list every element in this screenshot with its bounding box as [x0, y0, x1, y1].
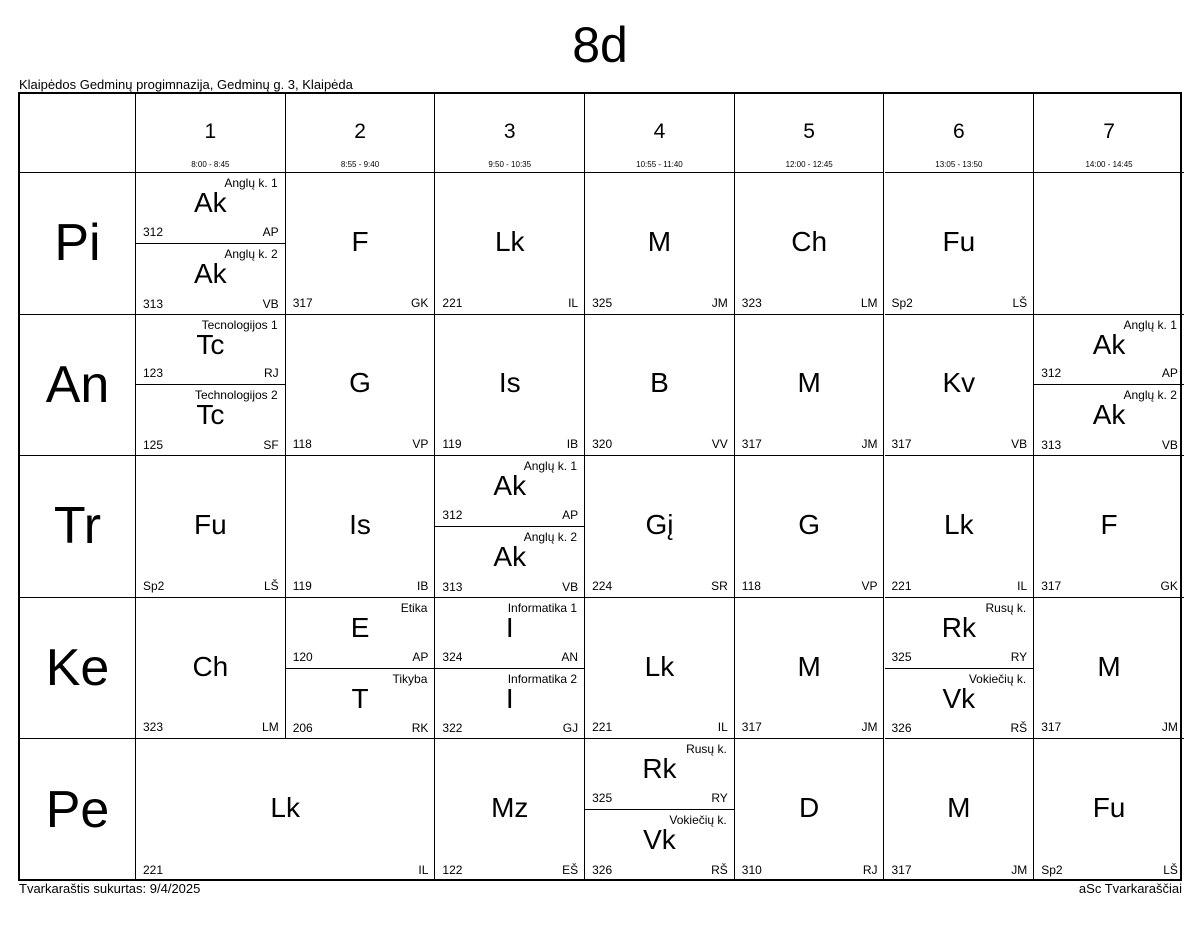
lesson-cell: [585, 173, 735, 315]
teacher-initials: LŠ: [1012, 295, 1028, 310]
room-number: 122: [442, 862, 463, 877]
subject-code: Tc: [196, 399, 225, 431]
period-number: 6: [953, 120, 965, 143]
subject-code: Ak: [493, 540, 527, 572]
corner-cell: [20, 94, 136, 173]
room-number: 317: [741, 437, 762, 452]
subject-code: Fu: [942, 225, 976, 257]
day-name: Pe: [45, 781, 110, 840]
teacher-initials: GJ: [562, 721, 579, 736]
group-label: Anglų k. 2: [523, 529, 578, 544]
period-time: 12:00 - 12:45: [785, 160, 833, 169]
room-number: 206: [292, 721, 313, 736]
room-number: 125: [143, 438, 164, 453]
teacher-initials: VP: [412, 437, 429, 452]
teacher-initials: VB: [262, 296, 279, 311]
teacher-initials: RY: [1010, 649, 1028, 664]
lesson-cell: [885, 315, 1035, 457]
lesson-cell: [885, 456, 1035, 598]
room-number: 313: [143, 296, 164, 311]
period-time: 8:55 - 9:40: [340, 160, 380, 169]
group-label: Etika: [400, 600, 428, 615]
lesson-cell: [286, 598, 436, 740]
room-number: Sp2: [1041, 862, 1063, 877]
room-number: 326: [891, 721, 912, 736]
lesson-cell: [435, 739, 585, 881]
room-number: 326: [592, 862, 613, 877]
day-cell: [20, 173, 136, 315]
subject-code: Vk: [643, 824, 676, 856]
group-label: Anglų k. 1: [523, 459, 578, 474]
period-number: 3: [503, 120, 516, 143]
room-number: 317: [741, 720, 762, 735]
group-lesson: [585, 810, 734, 881]
room-number: 323: [741, 295, 762, 310]
subject-code: B: [650, 367, 669, 399]
lesson-cell: [1034, 739, 1184, 881]
group-label: Informatika 2: [507, 671, 578, 686]
lesson-cell: [735, 456, 885, 598]
period-time: 10:55 - 11:40: [636, 160, 683, 169]
room-number: 221: [592, 720, 613, 735]
lesson-cell: [136, 739, 435, 881]
period-header: [885, 94, 1035, 173]
room-number: 313: [442, 579, 463, 594]
teacher-initials: RK: [411, 721, 429, 736]
lesson-cell: [585, 315, 735, 457]
period-time: 9:50 - 10:35: [488, 160, 532, 169]
period-header: [735, 94, 885, 173]
teacher-initials: JM: [861, 720, 878, 735]
group-lesson: [136, 244, 285, 315]
room-number: 325: [592, 791, 613, 806]
subject-code: E: [350, 611, 370, 643]
teacher-initials: EŠ: [562, 862, 579, 877]
group-label: Vokiečių k.: [968, 671, 1027, 686]
room-number: 317: [292, 295, 313, 310]
room-number: Sp2: [891, 295, 913, 310]
period-number: 4: [653, 120, 666, 143]
subject-code: Vk: [942, 682, 976, 714]
teacher-initials: SF: [263, 438, 279, 453]
subject-code: Fu: [1092, 792, 1126, 824]
teacher-initials: VV: [711, 437, 728, 452]
period-number: 5: [803, 120, 815, 143]
subject-code: Rk: [941, 611, 976, 643]
teacher-initials: IB: [417, 578, 429, 593]
lesson-cell: [585, 598, 735, 740]
period-number: 7: [1103, 120, 1115, 143]
lesson-cell: [435, 598, 585, 740]
group-lesson: [136, 173, 285, 244]
room-number: 324: [442, 649, 463, 664]
room-number: 317: [1041, 720, 1062, 735]
subject-code: Lk: [944, 508, 974, 540]
subject-code: M: [647, 225, 672, 257]
subject-code: F: [351, 225, 369, 257]
subject-code: M: [797, 650, 821, 682]
room-number: 221: [143, 862, 164, 877]
room-number: 118: [741, 578, 761, 593]
subject-code: Is: [498, 367, 521, 399]
lesson-cell: [735, 739, 885, 881]
teacher-initials: LŠ: [1163, 862, 1178, 877]
teacher-initials: IL: [1017, 578, 1028, 593]
room-number: 325: [592, 295, 613, 310]
teacher-initials: JM: [1161, 720, 1178, 735]
day-name: An: [45, 355, 110, 414]
subject-code: M: [1097, 650, 1121, 682]
group-label: Anglų k. 1: [224, 176, 278, 190]
room-number: 312: [143, 224, 164, 239]
teacher-initials: IL: [568, 295, 579, 310]
room-number: 118: [292, 437, 312, 452]
lesson-cell: [1034, 315, 1184, 457]
teacher-initials: RJ: [862, 862, 878, 877]
group-lesson: [435, 598, 584, 669]
lesson-cell: [885, 598, 1035, 740]
period-time: 14:00 - 14:45: [1085, 160, 1133, 169]
teacher-initials: JM: [861, 437, 878, 452]
teacher-initials: SR: [711, 578, 728, 593]
day-cell: [20, 739, 136, 881]
lesson-cell: [136, 315, 286, 457]
lesson-cell: [585, 456, 735, 598]
group-lesson: [435, 456, 584, 527]
lesson-cell: [136, 456, 286, 598]
teacher-initials: AP: [412, 649, 429, 664]
group-lesson: [435, 669, 584, 740]
teacher-initials: AP: [262, 224, 279, 239]
room-number: 224: [592, 578, 613, 593]
group-label: Rusų k.: [686, 742, 727, 757]
subject-code: Ch: [791, 225, 828, 257]
timetable-grid: [18, 92, 1182, 881]
day-name: Pi: [54, 214, 101, 273]
subject-code: Ak: [1092, 399, 1126, 431]
lesson-cell: [735, 598, 885, 740]
subject-code: I: [505, 611, 514, 643]
room-number: 325: [891, 649, 912, 664]
room-number: 320: [592, 437, 613, 452]
subject-code: Lk: [494, 225, 525, 257]
brand-name: aSc Tvarkaraščiai: [1078, 881, 1182, 896]
period-header: [286, 94, 436, 173]
subject-code: M: [797, 367, 821, 399]
lesson-cell: [286, 173, 436, 315]
subject-code: Kv: [942, 367, 976, 399]
room-number: 312: [442, 507, 463, 522]
subject-code: F: [1100, 508, 1118, 540]
subject-code: Fu: [194, 508, 227, 540]
lesson-cell: [1034, 456, 1184, 598]
subject-code: Ak: [493, 470, 527, 502]
group-label: Informatika 1: [507, 600, 578, 615]
subject-code: Gį: [645, 508, 674, 540]
group-label: Tikyba: [392, 671, 428, 686]
subject-code: G: [349, 367, 371, 399]
subject-code: T: [351, 682, 369, 714]
group-lesson: [136, 385, 285, 456]
period-number: 1: [204, 120, 217, 143]
subject-code: Lk: [270, 792, 300, 824]
subject-code: Ak: [1092, 328, 1126, 360]
day-name: Ke: [45, 639, 110, 698]
period-header: [136, 94, 286, 173]
subject-code: M: [947, 792, 971, 824]
period-time: 13:05 - 13:50: [935, 160, 983, 169]
group-lesson: [885, 598, 1034, 669]
period-header: [585, 94, 735, 173]
subject-code: Is: [349, 508, 371, 540]
room-number: 322: [442, 721, 463, 736]
room-number: 123: [143, 366, 164, 381]
teacher-initials: LM: [860, 295, 878, 310]
timetable-title: 8d: [572, 17, 628, 73]
period-header: [435, 94, 585, 173]
lesson-cell: [885, 173, 1035, 315]
lesson-cell: [735, 173, 885, 315]
teacher-initials: AP: [1161, 366, 1178, 381]
group-label: Vokiečių k.: [669, 813, 727, 828]
teacher-initials: LM: [262, 720, 279, 735]
lesson-cell: [885, 739, 1035, 881]
room-number: 312: [1041, 366, 1062, 381]
room-number: 221: [442, 295, 463, 310]
period-header: [1034, 94, 1184, 173]
room-number: Sp2: [143, 578, 165, 593]
group-lesson: [585, 739, 734, 810]
teacher-initials: VB: [1011, 437, 1028, 452]
group-lesson: [435, 527, 584, 598]
lesson-cell: [286, 456, 436, 598]
subject-code: Ak: [194, 257, 227, 289]
room-number: 323: [143, 720, 164, 735]
day-cell: [20, 598, 136, 740]
teacher-initials: AP: [562, 507, 579, 522]
group-label: Tecnologijos 1: [201, 317, 278, 332]
group-lesson: [885, 669, 1034, 740]
room-number: 119: [442, 437, 462, 452]
lesson-cell: [286, 315, 436, 457]
lesson-cell: [435, 173, 585, 315]
day-cell: [20, 315, 136, 457]
room-number: 310: [741, 862, 762, 877]
school-name: Klaipėdos Gedminų progimnazija, Gedminų g. 3, Klaipėda: [19, 77, 353, 92]
room-number: 317: [1041, 578, 1062, 593]
subject-code: Tc: [196, 328, 225, 360]
group-label: Technologijos 2: [194, 388, 278, 403]
teacher-initials: VB: [1161, 438, 1178, 453]
lesson-cell: [735, 315, 885, 457]
lesson-cell: [136, 173, 286, 315]
lesson-cell: [435, 315, 585, 457]
group-lesson: [136, 315, 285, 386]
teacher-initials: GK: [1160, 578, 1178, 593]
teacher-initials: JM: [1011, 862, 1028, 877]
teacher-initials: AN: [561, 649, 579, 664]
group-label: Anglų k. 2: [224, 246, 278, 261]
room-number: 317: [891, 437, 912, 452]
teacher-initials: JM: [711, 295, 728, 310]
group-lesson: [1034, 315, 1184, 386]
lesson-cell: [435, 456, 585, 598]
teacher-initials: IL: [717, 720, 728, 735]
room-number: 119: [292, 578, 312, 593]
period-time: 8:00 - 8:45: [191, 160, 230, 169]
lesson-cell: [1034, 598, 1184, 740]
teacher-initials: RJ: [264, 366, 279, 381]
room-number: 221: [891, 578, 912, 593]
group-label: Anglų k. 2: [1123, 388, 1177, 403]
subject-code: Mz: [491, 792, 529, 824]
teacher-initials: RŠ: [711, 862, 728, 877]
teacher-initials: RŠ: [1010, 721, 1028, 736]
lesson-cell: [585, 739, 735, 881]
group-label: Anglų k. 1: [1123, 317, 1177, 332]
teacher-initials: LŠ: [264, 578, 279, 593]
day-cell: [20, 456, 136, 598]
room-number: 317: [891, 862, 912, 877]
period-number: 2: [354, 120, 366, 143]
subject-code: Rk: [642, 753, 677, 785]
subject-code: G: [798, 508, 821, 540]
teacher-initials: RY: [711, 791, 728, 806]
subject-code: I: [505, 682, 514, 714]
group-lesson: [286, 669, 435, 740]
subject-code: D: [799, 792, 820, 824]
subject-code: Ch: [192, 650, 229, 682]
teacher-initials: VP: [861, 578, 878, 593]
teacher-initials: IB: [566, 437, 579, 452]
teacher-initials: VB: [562, 579, 579, 594]
created-date: Tvarkaraštis sukurtas: 9/4/2025: [19, 881, 201, 896]
room-number: 313: [1041, 438, 1062, 453]
subject-code: Lk: [644, 650, 675, 682]
room-number: 120: [292, 649, 313, 664]
group-label: Rusų k.: [985, 600, 1027, 615]
subject-code: Ak: [194, 187, 227, 218]
group-lesson: [1034, 385, 1184, 456]
teacher-initials: IL: [418, 862, 429, 877]
teacher-initials: GK: [411, 295, 429, 310]
day-name: Tr: [53, 497, 102, 556]
empty-cell: [1034, 173, 1184, 315]
group-lesson: [286, 598, 435, 669]
lesson-cell: [136, 598, 286, 740]
